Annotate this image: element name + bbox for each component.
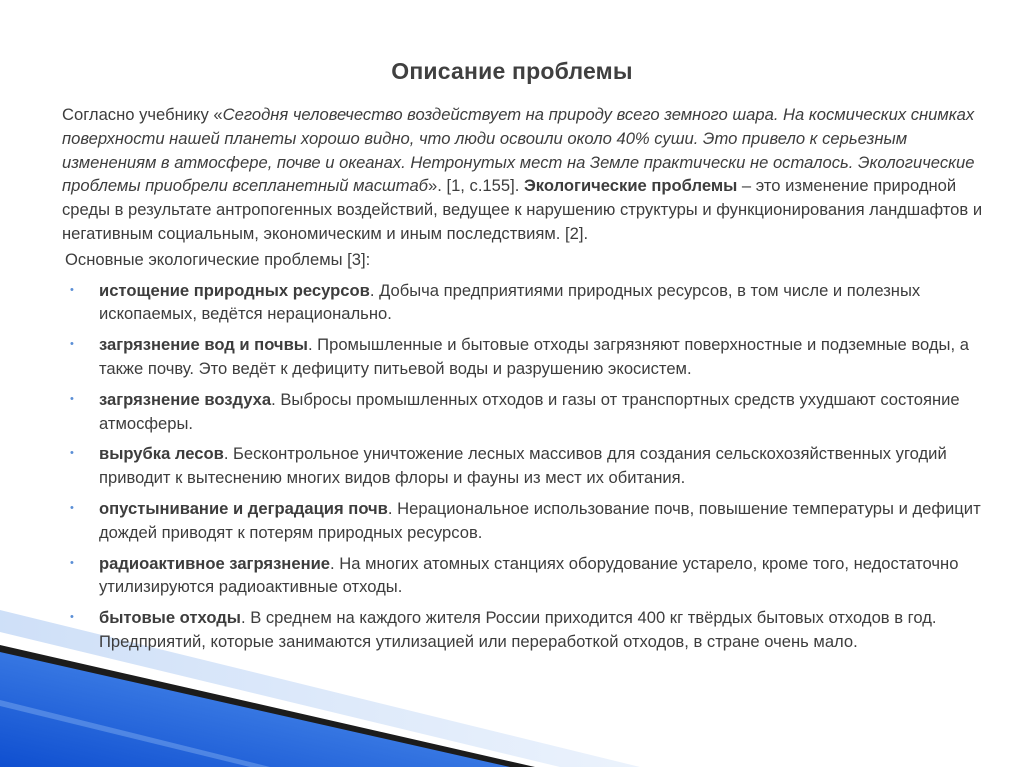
- problem-term: радиоактивное загрязнение: [99, 553, 331, 573]
- bullet-icon: •: [70, 611, 74, 624]
- problem-text: . Добыча предприятиями природных ресурсов, в том числе и полезных ископаемых, ведётся нерационально.: [99, 280, 921, 324]
- list-item: [62, 279, 987, 327]
- problem-text: . Промышленные и бытовые отходы загрязняют поверхностные и подземные воды, а также почву. Это ведёт к дефициту питьевой воды и разрушению экосистем.: [99, 335, 969, 378]
- problem-term: бытовые отходы: [99, 608, 241, 628]
- textbook-quote: Сегодня человечество воздействует на природу всего земного шара. На космических снимках поверхности нашей планеты хорошо видно, что люди освоили около 40% суши. Это привело к серьезным изменениям в атмосфере, почве и океанах. Нетронутых мест на Земле практически не осталось. Экологические проблемы приобрели всепланетный масштаб: [62, 105, 975, 196]
- list-item: [62, 552, 987, 600]
- definition-text: – это изменение природной среды в результате антропогенных воздействий, ведущее к нарушению структуры и функционирования ландшафтов и негативным социальным, экономическим и иным последствиям. [2].: [62, 176, 983, 243]
- problems-list: [62, 279, 987, 654]
- bullet-icon: •: [70, 283, 74, 296]
- problem-text: . Бесконтрольное уничтожение лесных массивов для создания сельскохозяйственных угодий приводит к вытеснению многих видов флоры и фауны из мест их обитания.: [99, 444, 947, 488]
- quote-citation: ». [1, с.155].: [428, 176, 520, 196]
- bullet-icon: •: [70, 501, 74, 514]
- problem-term: вырубка лесов: [99, 444, 224, 464]
- bullet-icon: •: [70, 556, 74, 569]
- slide-body: [62, 103, 987, 661]
- intro-paragraph: [62, 103, 987, 246]
- problem-term: опустынивание и деградация почв: [99, 498, 388, 518]
- problem-term: загрязнение воздуха: [99, 389, 272, 409]
- list-intro: Основные экологические проблемы [3]:: [65, 249, 371, 269]
- intro-lead: Согласно учебнику «: [62, 105, 223, 124]
- problem-text: . На многих атомных станциях оборудование устарело, кроме того, недостаточно утилизируются радиоактивные отходы.: [99, 553, 959, 597]
- definition-term: Экологические проблемы: [523, 176, 738, 196]
- problem-text: . Выбросы промышленных отходов и газы от транспортных средств ухудшают состояние атмосферы.: [99, 389, 960, 433]
- problem-text: . Нерациональное использование почв, повышение температуры и дефицит дождей приводят к потерям природных ресурсов.: [99, 498, 981, 542]
- problem-term: загрязнение вод и почвы: [99, 335, 308, 355]
- problem-text: . В среднем на каждого жителя России приходится 400 кг твёрдых бытовых отходов в год. Предприятий, которые занимаются утилизацией или переработкой отходов, в стране очень мало.: [99, 608, 937, 651]
- bullet-icon: •: [70, 447, 74, 460]
- list-item: [62, 388, 987, 436]
- list-item: [62, 497, 987, 545]
- list-item: [62, 333, 987, 381]
- list-item: [62, 606, 987, 654]
- bullet-icon: •: [70, 338, 74, 351]
- problem-term: истощение природных ресурсов: [99, 280, 370, 300]
- list-item: [62, 442, 987, 490]
- slide-title: Описание проблемы: [391, 58, 633, 84]
- bullet-icon: •: [70, 392, 74, 405]
